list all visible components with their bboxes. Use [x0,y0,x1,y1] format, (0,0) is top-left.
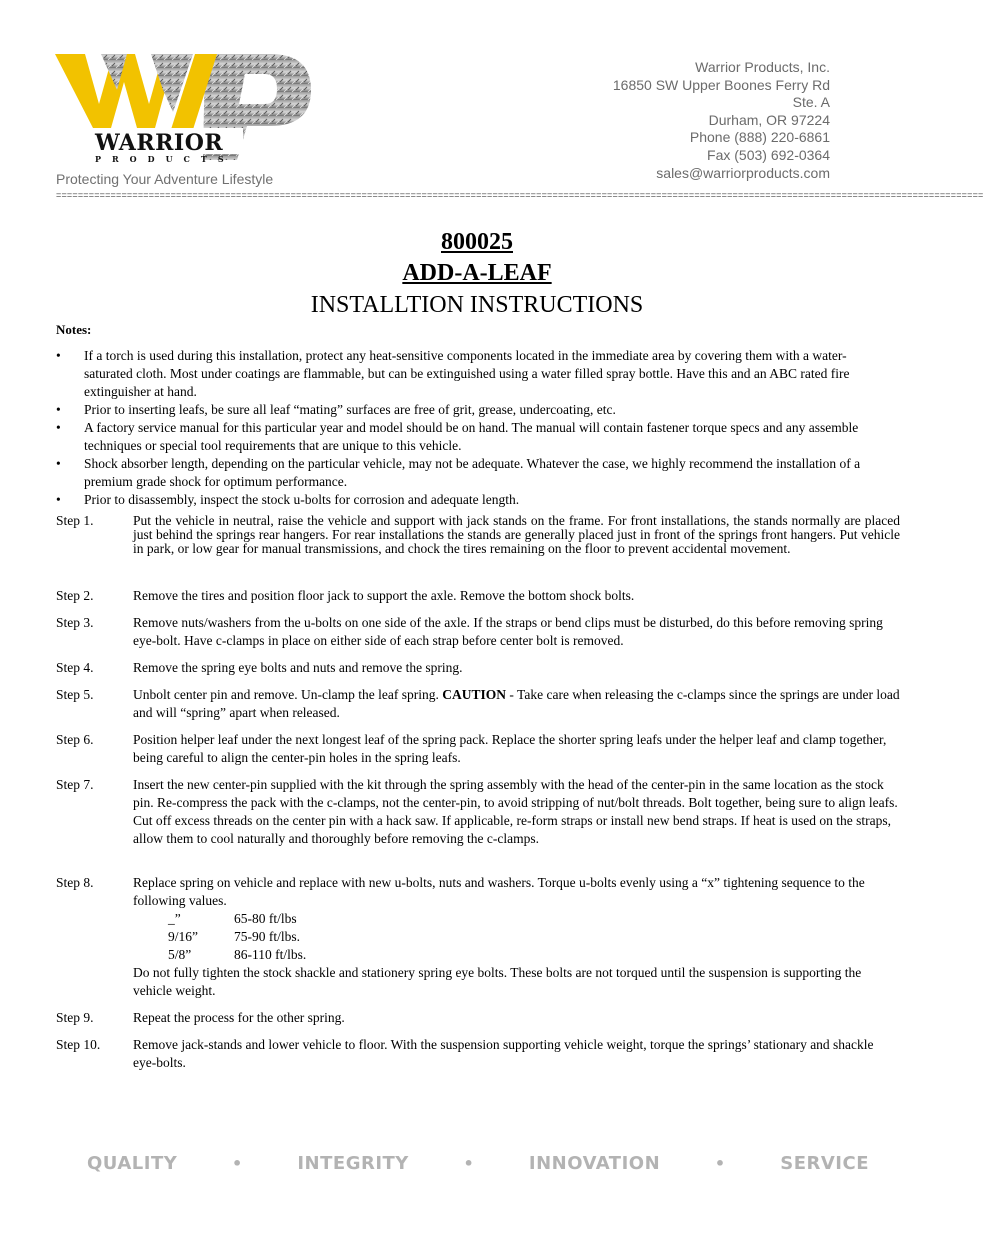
bullet-icon: • [56,420,61,435]
step-1 [56,514,900,556]
warrior-products-logo [55,52,311,164]
step-9 [56,1009,900,1027]
note-item: • Prior to inserting leafs, be sure all leaf “mating” surfaces are free of grit, grease, undercoating, etc. [56,402,616,417]
footer-quality: QUALITY [87,1153,178,1174]
footer-integrity: INTEGRITY [297,1153,409,1174]
step-2 [56,587,900,605]
bullet-icon: • [56,456,61,471]
step-6 [56,731,900,767]
step-text: Unbolt center pin and remove. Un-clamp the leaf spring. CAUTION - Take care when releasing the c-clamps since the springs are under load and will “spring” apart when released. [133,687,900,720]
notes-list [56,347,886,509]
footer-innovation: INNOVATION [528,1153,661,1174]
step-10 [56,1036,900,1072]
address-company: Warrior Products, Inc. [695,59,830,75]
step-text: Remove the spring eye bolts and nuts and remove the spring. [133,660,463,675]
step-text: Remove jack-stands and lower vehicle to floor. With the suspension supporting vehicle weight, torque the springs’ stationary and shackle eye-bolts. [133,1037,874,1070]
step-label: Step 6. [56,732,94,747]
step-label: Step 8. [56,875,94,890]
tagline: Protecting Your Adventure Lifestyle [56,171,274,187]
step-text: Put the vehicle in neutral, raise the vehicle and support with jack stands on the frame. For front installations, the stands normally are placed just behind the springs rear hangers. For rear installations the stands are generally placed just in front of the springs front hangers. Put vehicle in park, or low gear for manual transmissions, and chock the tires remaining on the floor to prevent accidental movement. [133,513,900,556]
step-text: Remove the tires and position floor jack to support the axle. Remove the bottom shock bolts. [133,588,635,603]
logo-graphic [55,52,311,164]
step-text: Position helper leaf under the next longest leaf of the spring pack. Replace the shorter spring leafs under the helper leaf and clamp together, being careful to align the center-pin holes in the spring leafs. [133,732,887,765]
step-label: Step 1. [56,513,94,528]
address-suite: Ste. A [792,94,830,111]
bullet-icon: • [56,402,61,417]
company-address [613,59,830,182]
step-5 [56,686,900,722]
header-divider: ========================================================================================================================================================================== [56,190,984,200]
bullet-icon: • [714,1154,726,1173]
step-text: Replace spring on vehicle and replace with new u-bolts, nuts and washers. Torque u-bolts evenly using a “x” tightening sequence to the following values. _” 65-80 ft/lbs 9/16” 75-90 ft/lbs. 5/8” 86-110 ft/lbs. Do not fully tighten the stock shackle and stationery spring eye bolts. These bolts are not torqued until the suspension is supporting the vehicle weight. [133,874,900,1000]
step-label: Step 9. [56,1010,94,1025]
bullet-icon: • [56,348,61,363]
step-8 [56,874,900,1000]
step-label: Step 5. [56,687,94,702]
notes-heading: Notes: [56,322,92,337]
torque-row: 5/8” 86-110 ft/lbs. [168,947,307,962]
note-item: • Shock absorber length, depending on the particular vehicle, may not be adequate. Whatever the case, we highly recommend the installation of a premium grade shock for optimum performance. [56,456,861,489]
address-city: Durham, OR 97224 [708,111,830,128]
step-label: Step 10. [56,1037,101,1052]
step-label: Step 4. [56,660,94,675]
step-label: Step 3. [56,615,94,630]
torque-row: _” 65-80 ft/lbs [168,911,297,926]
step-label: Step 2. [56,588,94,603]
caution-label: CAUTION [442,687,507,702]
step-7 [56,776,900,848]
address-fax: Fax (503) 692-0364 [707,146,830,163]
footer-values [87,1153,869,1174]
address-email[interactable]: sales@warriorproducts.com [656,164,830,181]
bullet-icon: • [463,1154,475,1173]
step-text: Repeat the process for the other spring. [133,1010,345,1025]
logo-wordmark: WARRIOR [95,130,224,156]
note-item: • Prior to disassembly, inspect the stock u-bolts for corrosion and adequate length. [56,492,520,507]
product-name-title: ADD-A-LEAF [402,260,552,286]
note-item: • If a torch is used during this installation, protect any heat-sensitive components located in the immediate area by covering them with a water-saturated cloth. Most under coatings are flammable, but can be extinguished using a water filled spray bottle. Have this and an ABC rated fire extinguisher at hand. [56,348,850,399]
step-text: Insert the new center-pin supplied with the kit through the spring assembly with the head of the center-pin in the same location as the stock pin. Re-compress the pack with the c-clamps, not the center-pin, to avoid stripping of nut/bolt threads. Bolt together, being sure to align leafs. Cut off excess threads on the center pin with a hack saw. If applicable, re-form straps or install new bend straps. If heat is used on the straps, allow them to cool naturally and thoroughly before removing the c-clamps. [133,777,898,846]
footer-service: SERVICE [780,1153,869,1174]
bullet-icon: • [56,492,61,507]
address-street: 16850 SW Upper Boones Ferry Rd [612,76,830,93]
bullet-icon: • [231,1154,243,1173]
step-text: Remove nuts/washers from the u-bolts on one side of the axle. If the straps or bend clips must be disturbed, do this before removing spring eye-bolt. Have c-clamps in place on either side of each strap before center bolt is removed. [133,615,883,648]
logo-subtext: PRODUCTS [95,154,235,164]
torque-row: 9/16” 75-90 ft/lbs. [168,929,300,944]
step-3 [56,614,900,650]
step-4 [56,659,900,677]
torque-table [133,910,900,964]
address-phone: Phone (888) 220-6861 [689,129,830,146]
note-item: • A factory service manual for this particular year and model should be on hand. The manual will contain fastener torque specs and any assemble techniques or special tool requirements that are unique to this vehicle. [56,420,859,453]
part-number-title: 800025 [441,229,513,255]
step-label: Step 7. [56,777,94,792]
document-title: INSTALLTION INSTRUCTIONS [310,292,644,318]
